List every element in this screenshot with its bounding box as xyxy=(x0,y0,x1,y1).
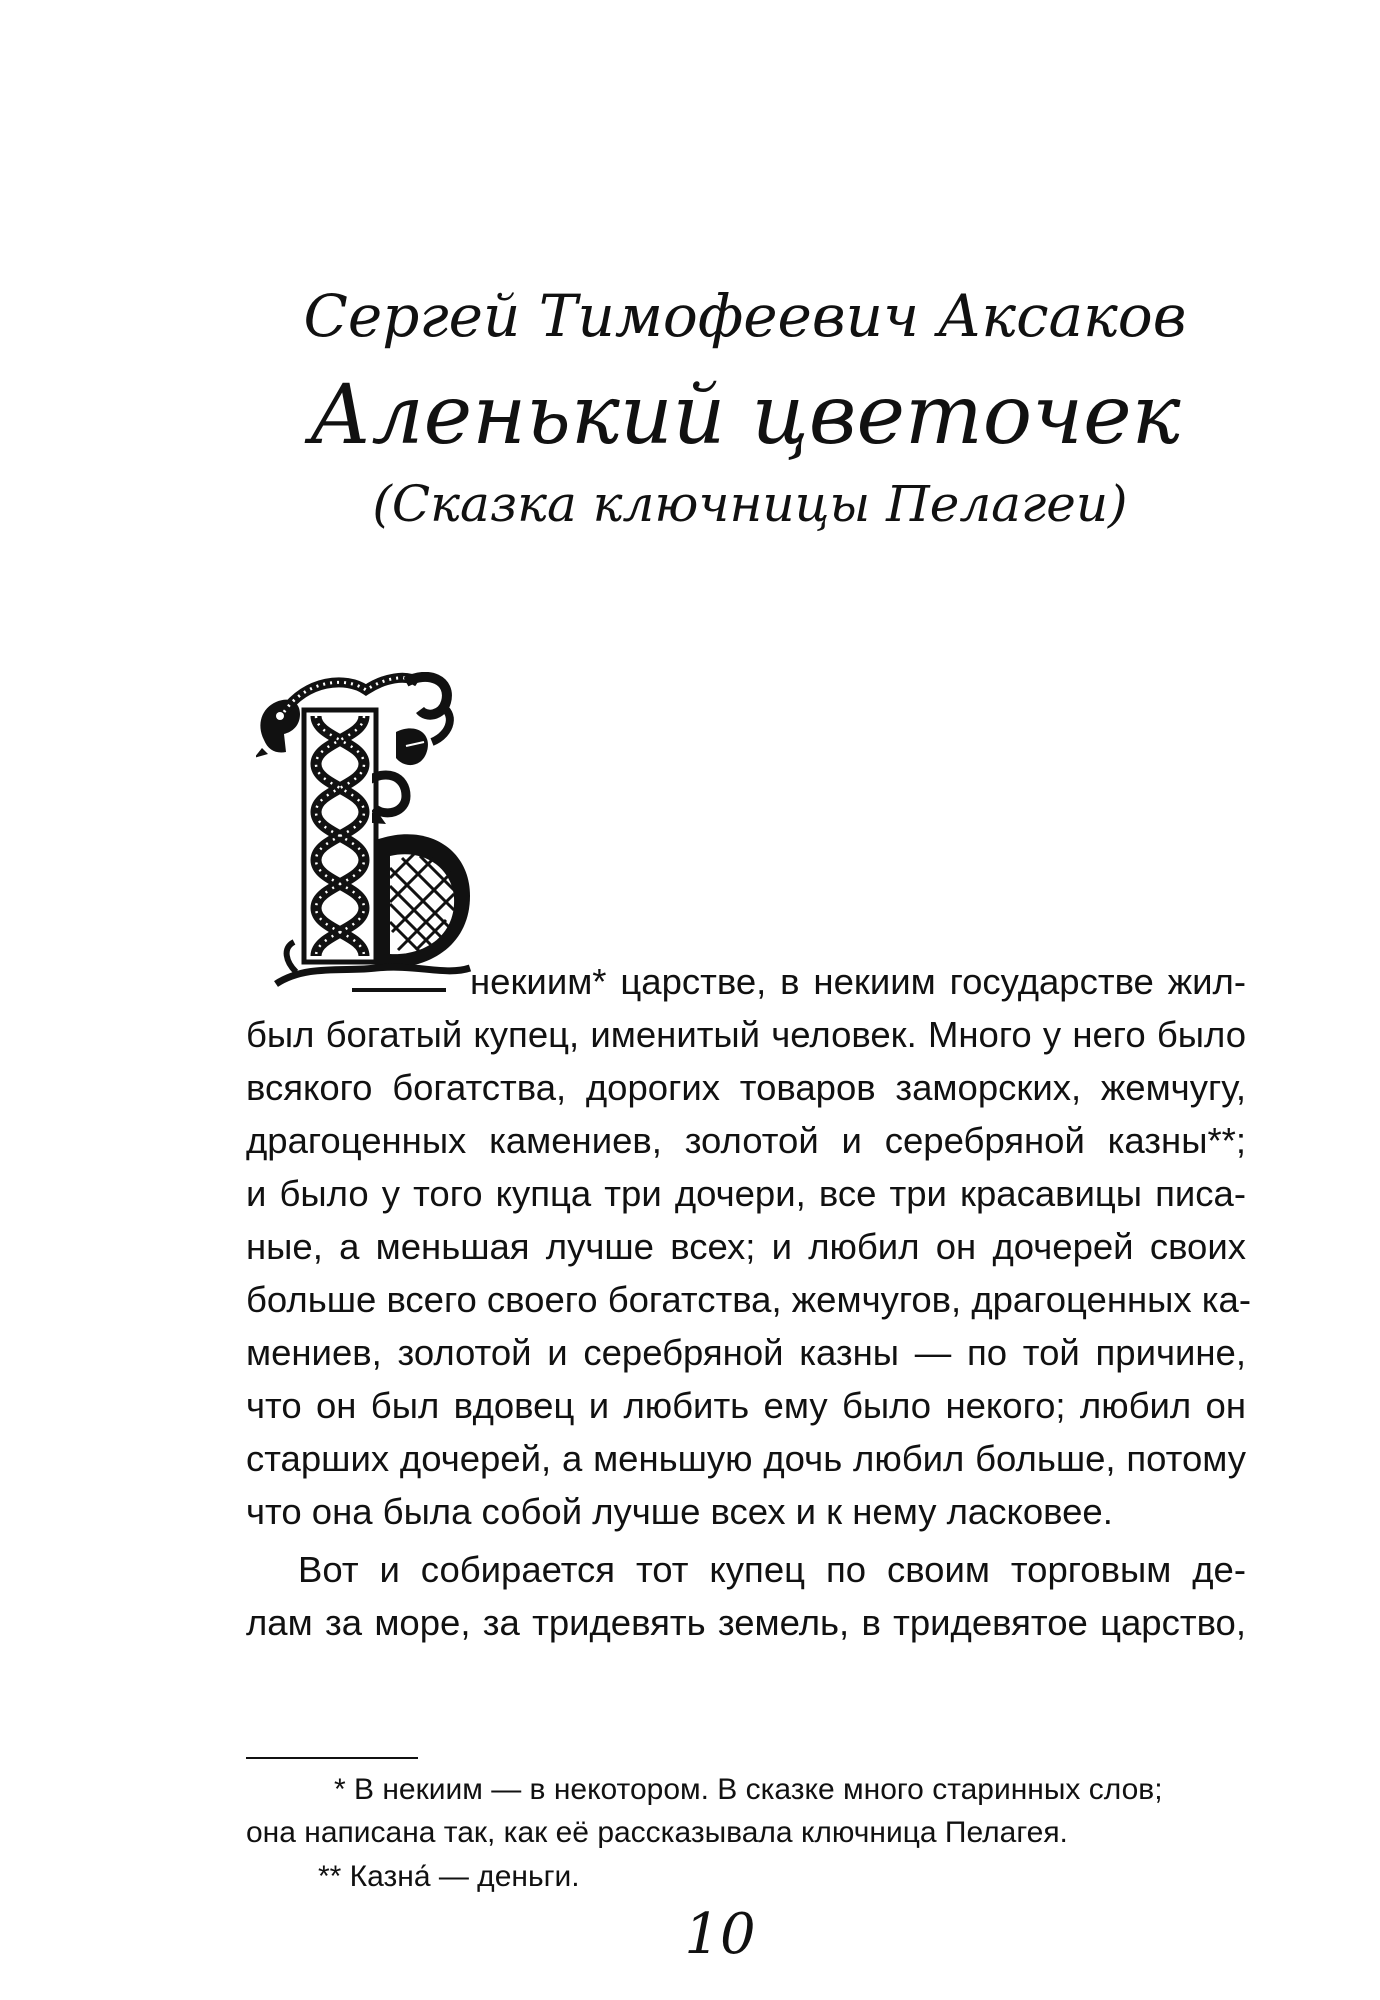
text-line: что она была собой лучше всех и к нему ласковее. xyxy=(246,1491,1113,1532)
footnote-2: ** Казна́ — деньги. xyxy=(318,1860,580,1893)
author-name: Сергей Тимофеевич Аксаков xyxy=(303,282,1187,350)
story-title: Аленький цветочек xyxy=(309,368,1181,463)
text-line: и было у того купца три дочери, все три красавицы писа- xyxy=(246,1173,1246,1214)
footnote-1-line-1: * В некиим — в некотором. В сказке много старинных слов; xyxy=(334,1773,1163,1806)
text-line: больше всего своего богатства, жемчугов, драгоценных ка- xyxy=(246,1279,1251,1320)
text-line: драгоценных камениев, золотой и серебряной казны**; xyxy=(246,1120,1246,1161)
text-line: ные, а меньшая лучше всех; и любил он дочерей своих xyxy=(246,1226,1246,1267)
text-line: Вот и собирается тот купец по своим торговым де- xyxy=(298,1549,1246,1590)
text-line: что он был вдовец и любить ему было некого; любил он xyxy=(246,1385,1246,1426)
text-line: всякого богатства, дорогих товаров заморских, жемчугу, xyxy=(246,1067,1246,1108)
page-number: 10 xyxy=(684,1902,756,1967)
text-line: мениев, золотой и серебряной казны — по той причине, xyxy=(246,1332,1246,1373)
text-line: был богатый купец, именитый человек. Много у него было xyxy=(246,1014,1246,1055)
text-line: некиим* царстве, в некиим государстве жил- xyxy=(470,961,1246,1002)
text-line: лам за море, за тридевять земель, в тридевятое царство, xyxy=(246,1602,1246,1643)
footnote-1-line-2: она написана так, как её рассказывала ключница Пелагея. xyxy=(246,1816,1068,1849)
text-line: старших дочерей, а меньшую дочь любил больше, потому xyxy=(246,1438,1246,1479)
footnote-separator xyxy=(246,1757,418,1759)
ornate-knotwork-letter-v-icon xyxy=(256,672,496,998)
story-subtitle: (Сказка ключницы Пелагеи) xyxy=(372,475,1128,533)
